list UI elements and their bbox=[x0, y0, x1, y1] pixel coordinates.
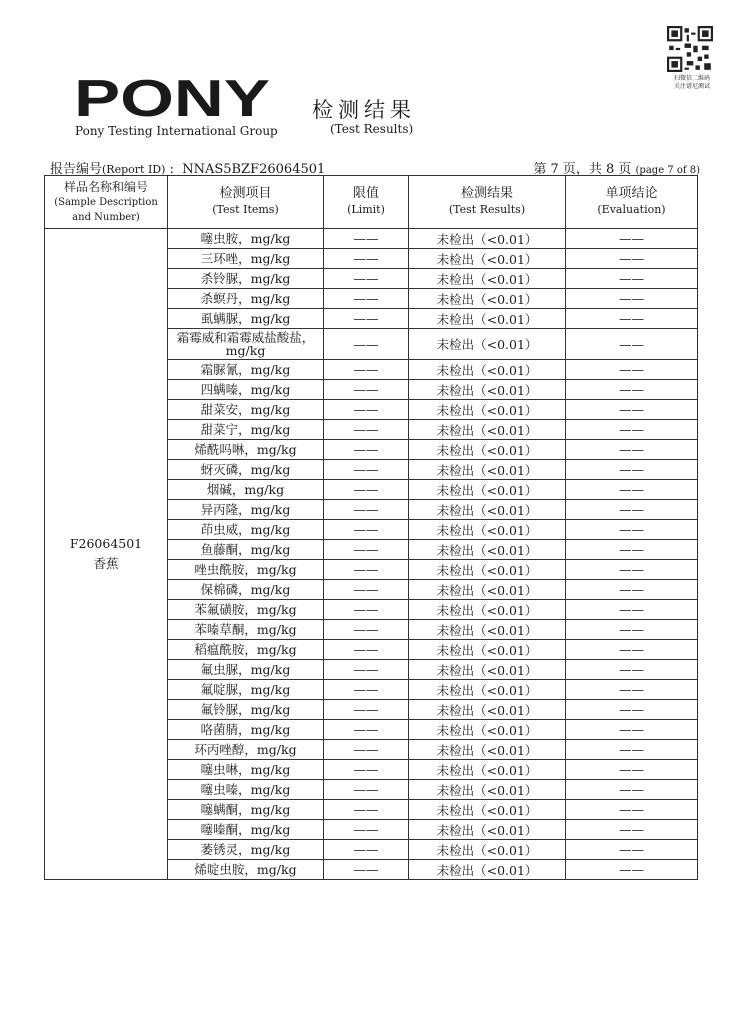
test-item-cell: 霜霉威和霜霉威盐酸盐，mg/kg bbox=[168, 329, 324, 360]
test-item-cell: 烯酰吗啉，mg/kg bbox=[168, 440, 324, 460]
test-item-cell: 虱螨脲，mg/kg bbox=[168, 309, 324, 329]
limit-cell: —— bbox=[324, 740, 409, 760]
result-cell: 未检出（<0.01） bbox=[409, 480, 566, 500]
sample-number: F26064501 bbox=[69, 536, 143, 551]
result-cell: 未检出（<0.01） bbox=[409, 460, 566, 480]
test-item-cell: 苯氟磺胺，mg/kg bbox=[168, 600, 324, 620]
evaluation-cell: —— bbox=[566, 249, 698, 269]
result-cell: 未检出（<0.01） bbox=[409, 720, 566, 740]
page-subtitle: (Test Results) bbox=[330, 122, 414, 136]
test-item-cell: 鱼藤酮，mg/kg bbox=[168, 540, 324, 560]
test-item-cell: 三环唑，mg/kg bbox=[168, 249, 324, 269]
report-id-label: 报告编号 bbox=[50, 162, 103, 177]
result-cell: 未检出（<0.01） bbox=[409, 800, 566, 820]
result-cell: 未检出（<0.01） bbox=[409, 229, 566, 249]
test-item-cell: 氟铃脲，mg/kg bbox=[168, 700, 324, 720]
evaluation-cell: —— bbox=[566, 560, 698, 580]
limit-cell: —— bbox=[324, 620, 409, 640]
limit-cell: —— bbox=[324, 600, 409, 620]
pony-logo bbox=[74, 76, 274, 120]
limit-cell: —— bbox=[324, 440, 409, 460]
evaluation-cell: —— bbox=[566, 580, 698, 600]
evaluation-cell: —— bbox=[566, 820, 698, 840]
limit-cell: —— bbox=[324, 720, 409, 740]
evaluation-cell: —— bbox=[566, 520, 698, 540]
result-cell: 未检出（<0.01） bbox=[409, 600, 566, 620]
evaluation-cell: —— bbox=[566, 720, 698, 740]
test-item-cell: 咯菌腈，mg/kg bbox=[168, 720, 324, 740]
test-item-cell: 萎锈灵，mg/kg bbox=[168, 840, 324, 860]
test-item-cell: 异丙隆，mg/kg bbox=[168, 500, 324, 520]
result-cell: 未检出（<0.01） bbox=[409, 249, 566, 269]
report-id-label-en: (Report ID) bbox=[102, 163, 166, 176]
evaluation-cell: —— bbox=[566, 680, 698, 700]
evaluation-cell: —— bbox=[566, 400, 698, 420]
result-cell: 未检出（<0.01） bbox=[409, 400, 566, 420]
evaluation-cell: —— bbox=[566, 420, 698, 440]
limit-cell: —— bbox=[324, 480, 409, 500]
limit-cell: —— bbox=[324, 780, 409, 800]
result-cell: 未检出（<0.01） bbox=[409, 640, 566, 660]
limit-cell: —— bbox=[324, 560, 409, 580]
qr-caption: 扫微信二维码 关注谱尼测试 bbox=[673, 75, 710, 90]
limit-cell: —— bbox=[324, 540, 409, 560]
limit-cell: —— bbox=[324, 400, 409, 420]
test-item-cell: 苯嗪草酮，mg/kg bbox=[168, 620, 324, 640]
limit-cell: —— bbox=[324, 420, 409, 440]
result-cell: 未检出（<0.01） bbox=[409, 269, 566, 289]
evaluation-cell: —— bbox=[566, 640, 698, 660]
result-cell: 未检出（<0.01） bbox=[409, 840, 566, 860]
test-item-cell: 唑虫酰胺，mg/kg bbox=[168, 560, 324, 580]
limit-cell: —— bbox=[324, 660, 409, 680]
test-item-cell: 甜菜安，mg/kg bbox=[168, 400, 324, 420]
limit-cell: —— bbox=[324, 520, 409, 540]
result-cell: 未检出（<0.01） bbox=[409, 309, 566, 329]
evaluation-cell: —— bbox=[566, 800, 698, 820]
result-cell: 未检出（<0.01） bbox=[409, 660, 566, 680]
evaluation-cell: —— bbox=[566, 740, 698, 760]
page-title: 检测结果 bbox=[312, 98, 416, 122]
test-item-cell: 杀螟丹，mg/kg bbox=[168, 289, 324, 309]
result-cell: 未检出（<0.01） bbox=[409, 540, 566, 560]
evaluation-cell: —— bbox=[566, 760, 698, 780]
evaluation-cell: —— bbox=[566, 269, 698, 289]
limit-cell: —— bbox=[324, 820, 409, 840]
qr-code bbox=[667, 26, 713, 72]
results-table bbox=[44, 175, 698, 880]
test-item-cell: 氟啶脲，mg/kg bbox=[168, 680, 324, 700]
limit-cell: —— bbox=[324, 680, 409, 700]
page-number-cn: 第 7 页，共 8 页 bbox=[533, 162, 632, 177]
evaluation-cell: —— bbox=[566, 780, 698, 800]
limit-cell: —— bbox=[324, 860, 409, 880]
evaluation-cell: —— bbox=[566, 500, 698, 520]
test-item-cell: 噻虫嗪，mg/kg bbox=[168, 780, 324, 800]
result-cell: 未检出（<0.01） bbox=[409, 760, 566, 780]
evaluation-cell: —— bbox=[566, 860, 698, 880]
evaluation-cell: —— bbox=[566, 700, 698, 720]
result-cell: 未检出（<0.01） bbox=[409, 820, 566, 840]
evaluation-cell: —— bbox=[566, 329, 698, 360]
test-item-cell: 杀铃脲，mg/kg bbox=[168, 269, 324, 289]
evaluation-cell: —— bbox=[566, 840, 698, 860]
evaluation-cell: —— bbox=[566, 289, 698, 309]
evaluation-cell: —— bbox=[566, 600, 698, 620]
report-id-line: 报告编号(Report ID) : NNAS5BZF26064501 bbox=[50, 162, 326, 177]
header-test-items: 检测项目 (Test Items) bbox=[168, 176, 324, 229]
sample-cell bbox=[45, 229, 168, 880]
logo-text: PONY bbox=[74, 76, 270, 120]
result-cell: 未检出（<0.01） bbox=[409, 329, 566, 360]
limit-cell: —— bbox=[324, 249, 409, 269]
result-cell: 未检出（<0.01） bbox=[409, 620, 566, 640]
limit-cell: —— bbox=[324, 580, 409, 600]
result-cell: 未检出（<0.01） bbox=[409, 420, 566, 440]
limit-cell: —— bbox=[324, 360, 409, 380]
sample-name: 香蕉 bbox=[93, 556, 119, 571]
evaluation-cell: —— bbox=[566, 309, 698, 329]
test-item-cell: 噻虫啉，mg/kg bbox=[168, 760, 324, 780]
test-item-cell: 环丙唑醇，mg/kg bbox=[168, 740, 324, 760]
limit-cell: —— bbox=[324, 640, 409, 660]
result-cell: 未检出（<0.01） bbox=[409, 700, 566, 720]
result-cell: 未检出（<0.01） bbox=[409, 500, 566, 520]
header-limit: 限值 (Limit) bbox=[324, 176, 409, 229]
limit-cell: —— bbox=[324, 380, 409, 400]
evaluation-cell: —— bbox=[566, 480, 698, 500]
test-item-cell: 烟碱，mg/kg bbox=[168, 480, 324, 500]
evaluation-cell: —— bbox=[566, 440, 698, 460]
evaluation-cell: —— bbox=[566, 229, 698, 249]
test-item-cell: 甜菜宁，mg/kg bbox=[168, 420, 324, 440]
result-cell: 未检出（<0.01） bbox=[409, 289, 566, 309]
test-item-cell: 蚜灭磷，mg/kg bbox=[168, 460, 324, 480]
limit-cell: —— bbox=[324, 500, 409, 520]
result-cell: 未检出（<0.01） bbox=[409, 740, 566, 760]
header-evaluation: 单项结论 (Evaluation) bbox=[566, 176, 698, 229]
result-cell: 未检出（<0.01） bbox=[409, 380, 566, 400]
test-item-cell: 保棉磷，mg/kg bbox=[168, 580, 324, 600]
evaluation-cell: —— bbox=[566, 360, 698, 380]
result-cell: 未检出（<0.01） bbox=[409, 860, 566, 880]
test-item-cell: 稻瘟酰胺，mg/kg bbox=[168, 640, 324, 660]
result-cell: 未检出（<0.01） bbox=[409, 680, 566, 700]
limit-cell: —— bbox=[324, 840, 409, 860]
test-item-cell: 四螨嗪，mg/kg bbox=[168, 380, 324, 400]
test-item-cell: 茚虫威，mg/kg bbox=[168, 520, 324, 540]
evaluation-cell: —— bbox=[566, 620, 698, 640]
evaluation-cell: —— bbox=[566, 540, 698, 560]
result-cell: 未检出（<0.01） bbox=[409, 360, 566, 380]
test-item-cell: 霜脲氰，mg/kg bbox=[168, 360, 324, 380]
limit-cell: —— bbox=[324, 460, 409, 480]
test-item-cell: 噻虫胺，mg/kg bbox=[168, 229, 324, 249]
test-item-cell: 噻螨酮，mg/kg bbox=[168, 800, 324, 820]
header-test-results: 检测结果 (Test Results) bbox=[409, 176, 566, 229]
limit-cell: —— bbox=[324, 309, 409, 329]
limit-cell: —— bbox=[324, 800, 409, 820]
test-item-cell: 烯啶虫胺，mg/kg bbox=[168, 860, 324, 880]
result-cell: 未检出（<0.01） bbox=[409, 580, 566, 600]
limit-cell: —— bbox=[324, 760, 409, 780]
limit-cell: —— bbox=[324, 229, 409, 249]
evaluation-cell: —— bbox=[566, 660, 698, 680]
limit-cell: —— bbox=[324, 700, 409, 720]
result-cell: 未检出（<0.01） bbox=[409, 780, 566, 800]
table-row bbox=[45, 229, 698, 249]
evaluation-cell: —— bbox=[566, 460, 698, 480]
test-item-cell: 噻嗪酮，mg/kg bbox=[168, 820, 324, 840]
group-name: Pony Testing International Group bbox=[75, 124, 278, 138]
result-cell: 未检出（<0.01） bbox=[409, 440, 566, 460]
limit-cell: —— bbox=[324, 289, 409, 309]
page-number-en: (page 7 of 8) bbox=[635, 165, 700, 176]
header-sample: 样品名称和编号 (Sample Description and Number) bbox=[45, 176, 168, 229]
evaluation-cell: —— bbox=[566, 380, 698, 400]
table-header-row bbox=[45, 176, 698, 229]
report-id-value: NNAS5BZF26064501 bbox=[182, 162, 326, 177]
result-cell: 未检出（<0.01） bbox=[409, 520, 566, 540]
test-item-cell: 氟虫脲，mg/kg bbox=[168, 660, 324, 680]
result-cell: 未检出（<0.01） bbox=[409, 560, 566, 580]
limit-cell: —— bbox=[324, 329, 409, 360]
limit-cell: —— bbox=[324, 269, 409, 289]
